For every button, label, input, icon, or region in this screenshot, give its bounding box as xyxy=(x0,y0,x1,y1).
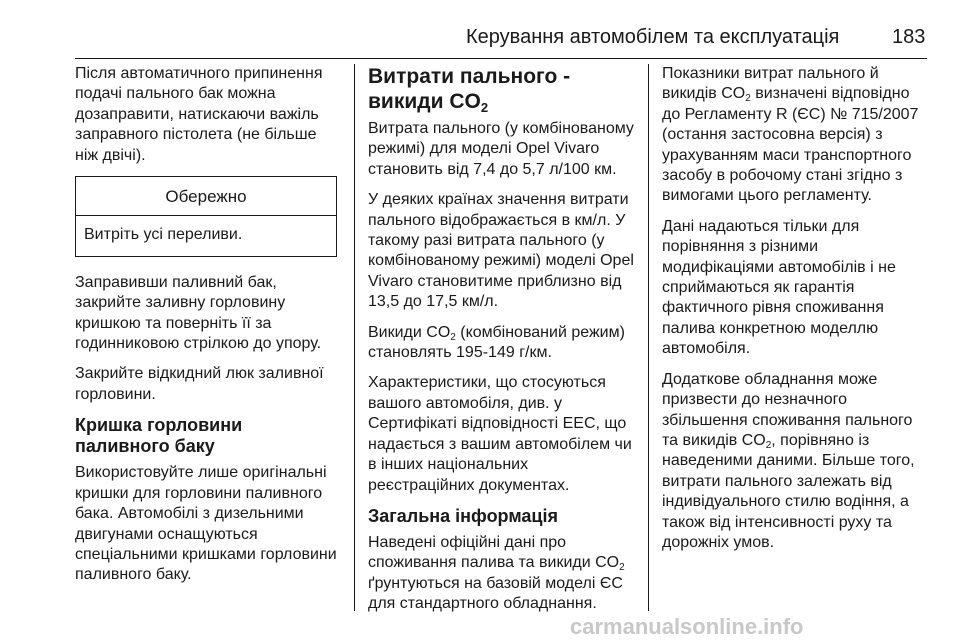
refuel-paragraph: Після автоматичного припинення подачі пального бак можна дозаправити, натискаючи важіль заправного пістолета (не більше ніж двічі). xyxy=(75,65,323,164)
column-1 xyxy=(75,64,337,596)
column-3 xyxy=(662,64,927,563)
heading-line-1: Витрати пального - xyxy=(368,65,571,88)
warning-text: Витріть усі переливи. xyxy=(84,226,243,244)
section-heading-consumption xyxy=(368,64,636,114)
fuel-cap-paragraph: Використовуйте лише оригінальні кришки для горловини паливного бака. Автомобілі з дизельними двигунами оснащуються спеціальними кришками горловини паливного баку. xyxy=(75,464,337,584)
page-number: 183 xyxy=(892,26,926,48)
certificate-paragraph: Характеристики, що стосуються вашого автомобіля, див. у Сертифікаті відповідності ЕЕС, що надається з вашим автомобілем чи в інших національних реєстраційних документах. xyxy=(368,374,632,494)
column-divider-1 xyxy=(354,64,355,611)
regulation-paragraph: Показники витрат пального й викидів $CO_2$ визначені відповідно до Регламенту R (ЄС) № 715/2007 (остання застосовна версія) з урахуванням маси транспортного засобу в робочому стані згідно з вимогами цього регламенту. xyxy=(662,65,919,205)
column-2 xyxy=(368,64,636,625)
official-data-paragraph: Наведені офіційні дані про споживання палива та викиди $CO_2$ ґрунтуються на базовій моделі ЄС для стандартного обладнання. xyxy=(368,533,625,613)
warning-box xyxy=(75,176,337,257)
equipment-paragraph: Додаткове обладнання може призвести до незначного збільшення споживання пального та викидів $CO_2$, порівняно із наведеними даними. Більше того, витрати пального залежать від індивідуального стилю водіння, а також від інтенсивності руху та дорожніх умов. xyxy=(662,370,915,551)
header-divider xyxy=(75,58,927,59)
consumption-paragraph: Витрата пального (у комбінованому режимі) для моделі Opel Vivaro становить від 7,4 до 5,7 л/100 км. xyxy=(368,120,634,178)
warning-title: Обережно xyxy=(76,177,336,216)
heading-subscript: 2 xyxy=(480,100,489,115)
close-flap-paragraph: Закрийте відкидний люк заливної горловини. xyxy=(75,365,324,403)
comparison-paragraph: Дані надаються тільки для порівняння з різними модифікаціями автомобілів і не сприймаються як гарантія фактичного рівня споживання палива конкретною моделлю автомобіля. xyxy=(662,217,896,358)
page-header xyxy=(0,0,960,62)
emissions-paragraph: Викиди $CO_2$ (комбінований режим) становлять 195-149 г/км. xyxy=(368,323,625,362)
close-cap-paragraph: Заправивши паливний бак, закрийте заливну горловину кришкою та поверніть її за годинниковою стрілкою до упору. xyxy=(75,273,322,353)
watermark: carmanualsonline.info xyxy=(570,614,804,639)
heading-line-2: викиди CO xyxy=(368,90,481,113)
section-heading-general: Загальна інформація xyxy=(368,505,558,526)
column-divider-2 xyxy=(648,64,649,611)
kml-paragraph: У деяких країнах значення витрати пального відображається в км/л. У такому разі витрата пального (у комбінованому режимі) моделі Opel Vivaro становитиме приблизно від 13,5 до 17,5 км/л. xyxy=(368,191,634,311)
page-title: Керування автомобілем та експлуатація xyxy=(466,26,840,48)
section-heading-fuel-cap: Кришка горловини паливного баку xyxy=(75,415,243,457)
